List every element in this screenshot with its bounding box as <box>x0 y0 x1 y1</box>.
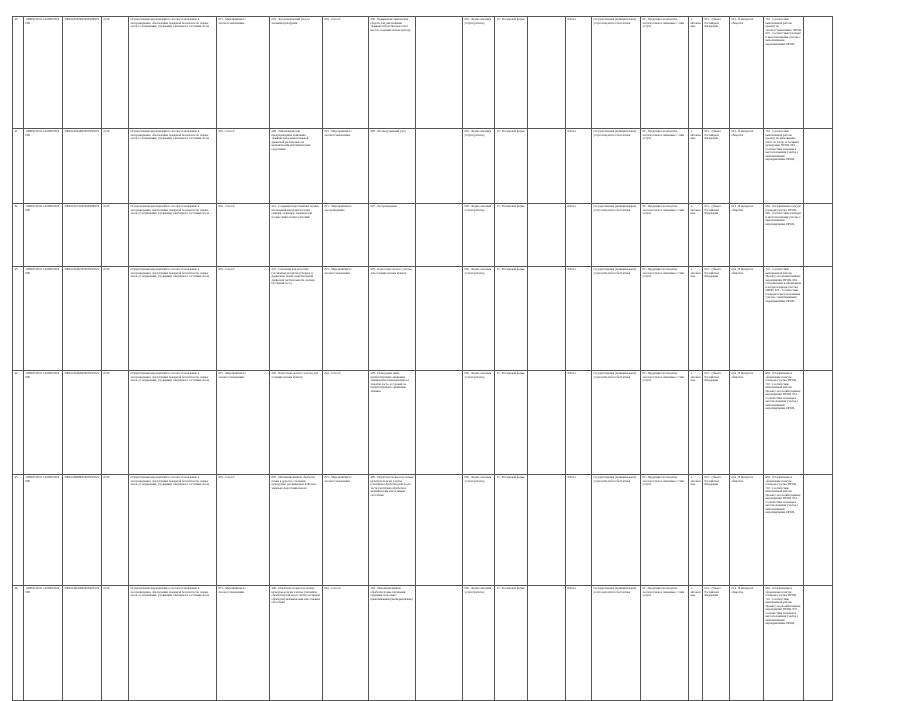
quality-indicators-cell: 710 - Соответствие выполненной работы Проекту лесохозяйственных мероприятий, ПРОЦ. 664 - Отграничение и оформление в натуре площади участка, ПРОЦ. 672 - Соответствие площади и местоположения участка с выполненными мероприятиями, ПРОЦ. <box>764 267 804 371</box>
budget-code-cell: 0210 <box>102 204 129 267</box>
service-name-cell: Осуществление мероприятий по лесовосстановлению и лесоразведению, обеспечению пожарной безопасности, охране лесов от загрязнения, улучшению санитарного состояния лесов <box>129 475 217 586</box>
parameter-value-2-cell: 026 - Лесоводственный уход <box>369 129 416 204</box>
service-name-cell: Осуществление мероприятий по лесовосстановлению и лесоразведению, обеспечению пожарной безопасности, охране лесов от загрязнения, улучшению санитарного состояния лесов <box>129 586 217 701</box>
payment-type-cell: Государственная (муниципальная) услуга или работа бесплатная <box>592 129 641 204</box>
empty-cell <box>804 371 833 475</box>
okved-activity-cell: 02 - Продукция лесоводства, лесозаготовок и связанные с этим услуги <box>641 475 689 586</box>
condition-1-cell: 005 - Форма оказания услуги (работы) <box>463 267 495 371</box>
authority-level-cell: 021 - субъект Российской Федерации <box>703 17 730 129</box>
parameter-2-cell: 016 - Способ <box>323 586 369 701</box>
condition-2-cell <box>528 17 566 129</box>
service-name-cell: Осуществление мероприятий по лесовосстановлению и лесоразведению, обеспечению пожарной безопасности, охране лесов от загрязнения, улучшению санитарного состояния лесов <box>129 204 217 267</box>
row-number-cell: 45 <box>13 475 24 586</box>
condition-value-1-cell: 15 - В плановой форме <box>495 586 528 701</box>
quality-indicators-cell: 710 - Соответствие выполненной работы проекту по лесовосстановлению; ПРОЦ. 672 - Соответствие площади и местоположения участка с выполненными мероприятиями, ПРОЦ. <box>764 17 804 129</box>
table-row <box>13 204 833 267</box>
payment-type-cell: Государственная (муниципальная) услуга или работа бесплатная <box>592 267 641 371</box>
condition-1-cell: 005 - Форма оказания услуги (работы) <box>463 371 495 475</box>
quality-indicators-cell: 664 - Отграничение в натуре площади участка, ПРОЦ. 665 - Соответствие площади и местоположения участка с выполненными мероприятиями, ПРОЦ. <box>764 204 804 267</box>
empty-cell <box>804 204 833 267</box>
service-name-cell: Осуществление мероприятий по лесовосстановлению и лесоразведению, обеспечению пожарной безопасности, охране лесов от загрязнения, улучшению санитарного состояния лесов <box>129 17 217 129</box>
budget-code-cell: 0210 <box>102 475 129 586</box>
unique-number-cell: 590441452826019035018101 <box>63 371 102 475</box>
parameter-value-2-cell: 164 - Механизированная обработка почвы плужными орудиями полосами с прикатыванием (мелиорирование) <box>369 586 416 701</box>
condition-value-1-cell: 15 - В плановой форме <box>495 204 528 267</box>
table-row <box>13 17 833 129</box>
unique-number-cell: 590441466100019035007101 <box>63 586 102 701</box>
okved-activity-cell: 02 - Продукция лесоводства, лесозаготовок и связанные с этим услуги <box>641 371 689 475</box>
condition-value-1-cell: 15 - В плановой форме <box>495 129 528 204</box>
empty-cell <box>804 475 833 586</box>
budget-code-cell: 0210 <box>102 267 129 371</box>
parameter-2-cell: 015 - Мероприятия по лесовосстановлению <box>323 129 369 204</box>
row-number-cell: 41 <box>13 129 24 204</box>
budget-code-cell: 0210 <box>102 586 129 701</box>
parameter-value-2-cell: 406 - Обработка почвы под лесные культуры на всем участке (сплошная обработка) или на его части (частичная обработка), механическим или огневым способами <box>369 475 416 586</box>
type-cell: Работа <box>566 267 592 371</box>
parameter-1-cell: 016 - Способ <box>217 129 270 204</box>
empty-cell <box>804 129 833 204</box>
parameter-1-cell: 016 - Способ <box>217 267 270 371</box>
parameter-value-1-cell: 023 - Агротехнический уход за лесными культурами <box>270 17 323 129</box>
table-row <box>13 586 833 701</box>
payment-type-cell: Государственная (муниципальная) услуга или работа бесплатная <box>592 586 641 701</box>
payment-type-cell: Государственная (муниципальная) услуга или работа бесплатная <box>592 204 641 267</box>
parameter-value-1-cell: 406 - Обработка почвы под лесные культуры на всем участке (сплошная обработка) или на его части (частичная обработка) механическим или огневым способами <box>270 586 323 701</box>
parameter-value-2-cell: 029 - Подготовка лесного участка для создания лесных культур <box>369 267 416 371</box>
okved-activity-cell: 02 - Продукция лесоводства, лесозаготовок и связанные с этим услуги <box>641 267 689 371</box>
consumer-category-cell: 014 - В интересах общества <box>730 267 764 371</box>
parameter-value-1-cell: 093 - Механизированная обработка почвы в дорогах с лесными культурами, расчищенных и прочего земельно-подготовительного <box>270 475 323 586</box>
row-number-cell: 44 <box>13 371 24 475</box>
consumer-category-cell: 014 - В интересах общества <box>730 371 764 475</box>
condition-1-cell: 005 - Форма оказания услуги (работы) <box>463 475 495 586</box>
condition-2-cell <box>528 586 566 701</box>
consumer-category-cell: 014 - В интересах общества <box>730 586 764 701</box>
parameter-2-cell: 016 - Способ <box>323 17 369 129</box>
parameter-value-2-cell: 226 - Раскорчевка пней, препятствующих движению техники или повреждающих ее ходовую часть, до уровня, не препятствующего движению техники <box>369 371 416 475</box>
type-cell: Работа <box>566 371 592 475</box>
type-cell: Работа <box>566 204 592 267</box>
empty-cell <box>804 267 833 371</box>
parameter-1-cell: 016 - Способ <box>217 475 270 586</box>
institution-type-cell: 1 - автономные <box>689 475 703 586</box>
consumer-category-cell: 014 - В интересах общества <box>730 204 764 267</box>
authority-level-cell: 021 - субъект Российской Федерации <box>703 129 730 204</box>
type-cell: Работа <box>566 586 592 701</box>
condition-value-1-cell: 15 - В плановой форме <box>495 267 528 371</box>
parameter-2-cell: 015 - Мероприятия по лесовосстановлению <box>323 475 369 586</box>
service-name-cell: Осуществление мероприятий по лесовосстановлению и лесоразведению, обеспечению пожарной безопасности, охране лесов от загрязнения, улучшению санитарного состояния лесов <box>129 129 217 204</box>
type-cell: Работа <box>566 17 592 129</box>
institution-type-cell: 1 - автономные <box>689 371 703 475</box>
institution-type-cell: 1 - автономные <box>689 17 703 129</box>
type-cell: Работа <box>566 475 592 586</box>
parameter-2-cell: 021 - Мероприятия по лесоразведению <box>323 204 369 267</box>
parameter-2-cell: 015 - Мероприятия по лесовосстановлению <box>323 267 369 371</box>
unique-number-cell: 590441452722019035008101 <box>63 204 102 267</box>
empty-cell <box>804 17 833 129</box>
authority-level-cell: 021 - субъект Российской Федерации <box>703 475 730 586</box>
parameter-value-1-cell: 226 - Подготовка лесного участка для создания лесных культур <box>270 371 323 475</box>
consumer-category-cell: 014 - В интересах общества <box>730 129 764 204</box>
registry-code-cell: 12800115P.45.1.0230001010009 <box>24 129 63 204</box>
parameter-1-cell: 015 - Мероприятия по лесовосстановлению <box>217 371 270 475</box>
parameter-2-cell: 016 - Способ <box>323 371 369 475</box>
authority-level-cell: 021 - субъект Российской Федерации <box>703 586 730 701</box>
condition-1-cell: 005 - Форма оказания услуги (работы) <box>463 586 495 701</box>
parameter-value-1-cell: 225 - Сплошная или полосная (частичная) расчистка (уборка) от древесины, кочей, нежелательной древесной растительности, валежа, кустарника и т.д. <box>270 267 323 371</box>
institution-type-cell: 1 - автономные <box>689 267 703 371</box>
institution-type-cell: 1 - автономные <box>689 586 703 701</box>
okved-activity-cell: 02 - Продукция лесоводства, лесозаготовок и связанные с этим услуги <box>641 586 689 701</box>
consumer-category-cell: 014 - В интересах общества <box>730 17 764 129</box>
condition-value-1-cell: 15 - В плановой форме <box>495 17 528 129</box>
condition-value-1-cell: 15 - В плановой форме <box>495 371 528 475</box>
condition-1-cell: 005 - Форма оказания услуги (работы) <box>463 17 495 129</box>
parameter-1-cell: 015 - Мероприятия по лесовосстановлению <box>217 586 270 701</box>
service-name-cell: Осуществление мероприятий по лесовосстановлению и лесоразведению, обеспечению пожарной безопасности, охране лесов от загрязнения, улучшению санитарного состояния лесов <box>129 267 217 371</box>
payment-type-cell: Государственная (муниципальная) услуга или работа бесплатная <box>592 475 641 586</box>
parameter-3-cell <box>416 475 463 586</box>
budget-code-cell: 0210 <box>102 129 129 204</box>
table-row <box>13 475 833 586</box>
condition-2-cell <box>528 475 566 586</box>
parameter-3-cell <box>416 371 463 475</box>
row-number-cell: 46 <box>13 586 24 701</box>
okved-activity-cell: 02 - Продукция лесоводства, лесозаготовок и связанные с этим услуги <box>641 17 689 129</box>
quality-indicators-cell: 710 - Соответствие выполненной работы проекту по выполнению работ по уходу за лесными культурами; ПРОЦ. 663 - Соответствие площади и местоположения участка с выполненными мероприятиями, ПРОЦ. <box>764 129 804 204</box>
row-number-cell: 40 <box>13 17 24 129</box>
condition-1-cell: 005 - Форма оказания услуги (работы) <box>463 129 495 204</box>
parameter-3-cell <box>416 17 463 129</box>
institution-type-cell: 1 - автономные <box>689 129 703 204</box>
quality-indicators-cell: 664 - Отграничение и оформление в натуре площади участка, ПРОЦ. 710 - Соответствие выполненной работы Проекту лесохозяйственных мероприятий, ПРОЦ. 672 - Соответствие площади и местоположения участка с выполненными мероприятиями, ПРОЦ. <box>764 586 804 701</box>
condition-value-1-cell: 15 - В плановой форме <box>495 475 528 586</box>
unique-number-cell: 590441452825019035018101 <box>63 267 102 371</box>
budget-code-cell: 0210 <box>102 17 129 129</box>
parameter-3-cell <box>416 586 463 701</box>
condition-2-cell <box>528 371 566 475</box>
registry-sheet <box>12 16 833 701</box>
registry-code-cell: 12800115P.45.1.0230001010009 <box>24 17 63 129</box>
budget-code-cell: 0210 <box>102 371 129 475</box>
table-row <box>13 371 833 475</box>
parameter-1-cell: 015 - Мероприятия по лесовосстановлению <box>217 17 270 129</box>
parameter-value-1-cell: 248 - Уничтожение или предупреждение появления травянистой и нежелательной древесной растительности механическим или химическим средствами <box>270 129 323 204</box>
parameter-3-cell <box>416 204 463 267</box>
payment-type-cell: Государственная (муниципальная) услуга или работа бесплатная <box>592 371 641 475</box>
empty-cell <box>804 586 833 701</box>
okved-activity-cell: 02 - Продукция лесоводства, лесозаготовок и связанные с этим услуги <box>641 129 689 204</box>
consumer-category-cell: 014 - В интересах общества <box>730 475 764 586</box>
parameter-value-2-cell: 230 - Применение химических средств для уничтожения травянистой растительности в местах создания лесных культур <box>369 17 416 129</box>
parameter-3-cell <box>416 267 463 371</box>
parameter-value-2-cell: 027 - Лесоразведение <box>369 204 416 267</box>
table-row <box>13 129 833 204</box>
table-row <box>13 267 833 371</box>
authority-level-cell: 021 - субъект Российской Федерации <box>703 267 730 371</box>
condition-1-cell: 005 - Форма оказания услуги (работы) <box>463 204 495 267</box>
okved-activity-cell: 02 - Продукция лесоводства, лесозаготовок и связанные с этим услуги <box>641 204 689 267</box>
service-name-cell: Осуществление мероприятий по лесовосстановлению и лесоразведению, обеспечению пожарной безопасности, охране лесов от загрязнения, улучшению санитарного состояния лесов <box>129 371 217 475</box>
payment-type-cell: Государственная (муниципальная) услуга или работа бесплатная <box>592 17 641 129</box>
parameter-1-cell: 016 - Способ <box>217 204 270 267</box>
institution-type-cell: 1 - автономные <box>689 204 703 267</box>
type-cell: Работа <box>566 129 592 204</box>
parameter-value-1-cell: 221 - Создание искусственных лесных насаждений методами посадки сеянцев, саженцев, черенков или посева семян лесных растений <box>270 204 323 267</box>
registry-code-cell: 12800115P.45.1.0230001010009 <box>24 204 63 267</box>
registry-code-cell: 12800115P.45.1.0230001010009 <box>24 475 63 586</box>
condition-2-cell <box>528 267 566 371</box>
quality-indicators-cell: 664 - Отграничение и оформление в натуре площади участка, ПРОЦ. 710 - Соответствие выполненной работы Проекту лесохозяйственных мероприятий, ПРОЦ. 672 - Соответствие площади и местоположения участка с выполненными мероприятиями, ПРОЦ. <box>764 475 804 586</box>
row-number-cell: 43 <box>13 267 24 371</box>
registry-table <box>12 16 833 701</box>
row-number-cell: 42 <box>13 204 24 267</box>
registry-code-cell: 12800115P.45.1.0230001010009 <box>24 267 63 371</box>
unique-number-cell: 590441452048019035018101 <box>63 129 102 204</box>
quality-indicators-cell: 664 - Отграничение и оформление в натуре площади участка, ПРОЦ. 710 - Соответствие выполненной работы Проекту лесохозяйственных мероприятий, ПРОЦ. 672 - Соответствие площади и местоположения участка с выполненными мероприятиями, ПРОЦ. <box>764 371 804 475</box>
condition-2-cell <box>528 129 566 204</box>
table-body <box>13 17 833 701</box>
condition-2-cell <box>528 204 566 267</box>
unique-number-cell: 590441466980019035018101 <box>63 475 102 586</box>
authority-level-cell: 021 - субъект Российской Федерации <box>703 371 730 475</box>
unique-number-cell: 590441452050019035008101 <box>63 17 102 129</box>
registry-code-cell: 12800115P.45.1.0230001010009 <box>24 586 63 701</box>
registry-code-cell: 12800115P.45.1.0230001010009 <box>24 371 63 475</box>
authority-level-cell: 021 - субъект Российской Федерации <box>703 204 730 267</box>
parameter-3-cell <box>416 129 463 204</box>
